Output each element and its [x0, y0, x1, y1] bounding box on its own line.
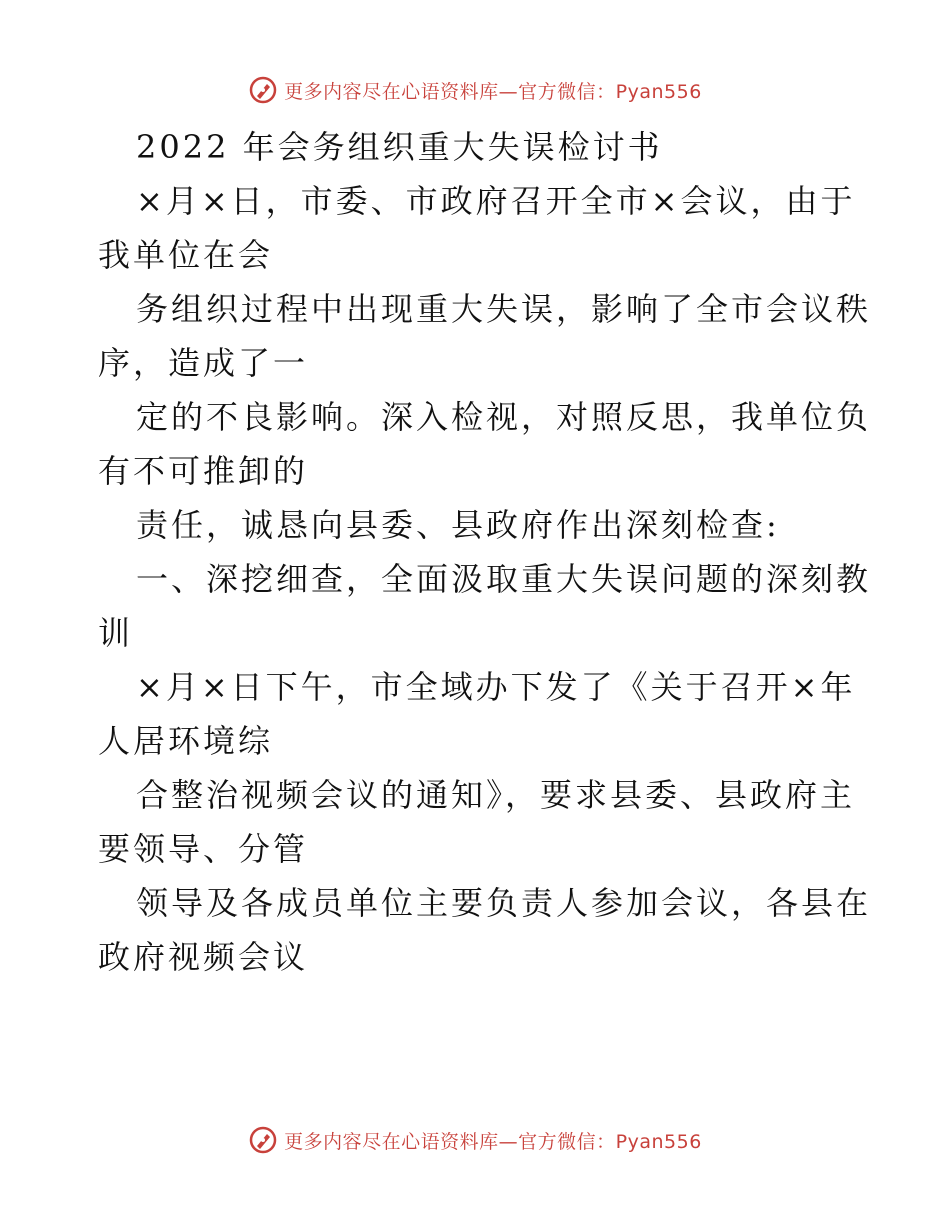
text-line: 务组织过程中出现重大失误，影响了全市会议秩	[136, 290, 872, 328]
text-line: 责任，诚恳向县委、县政府作出深刻检查:	[136, 506, 780, 544]
section-heading: 一、深挖细查，全面汲取重大失误问题的深刻教	[136, 560, 872, 598]
footer-watermark-text: 更多内容尽在心语资料库—官方微信：Pyan556	[284, 1130, 702, 1153]
document-body	[98, 120, 872, 984]
text-line: 要领导、分管	[98, 830, 309, 868]
document-title: 2022 年会务组织重大失误检讨书	[136, 128, 663, 166]
text-line: 政府视频会议	[98, 938, 309, 976]
text-line: ×月×日下午，市全域办下发了《关于召开×年	[136, 668, 856, 706]
text-line: 我单位在会	[98, 236, 274, 274]
footer-watermark	[0, 1120, 950, 1160]
header-watermark	[0, 70, 950, 110]
pen-nib-logo-icon	[248, 1125, 278, 1155]
text-line: 有不可推卸的	[98, 452, 309, 490]
text-line: 人居环境综	[98, 722, 274, 760]
text-line: 合整治视频会议的通知》，要求县委、县政府主	[136, 776, 856, 814]
pen-nib-logo-icon	[248, 75, 278, 105]
header-watermark-text: 更多内容尽在心语资料库—官方微信：Pyan556	[284, 80, 702, 103]
section-heading-continuation: 训	[98, 614, 134, 652]
text-line: 序，造成了一	[98, 344, 309, 382]
text-line: 定的不良影响。深入检视，对照反思，我单位负	[136, 398, 872, 436]
text-line: 领导及各成员单位主要负责人参加会议，各县在	[136, 884, 872, 922]
text-line: ×月×日，市委、市政府召开全市×会议，由于	[136, 182, 856, 220]
